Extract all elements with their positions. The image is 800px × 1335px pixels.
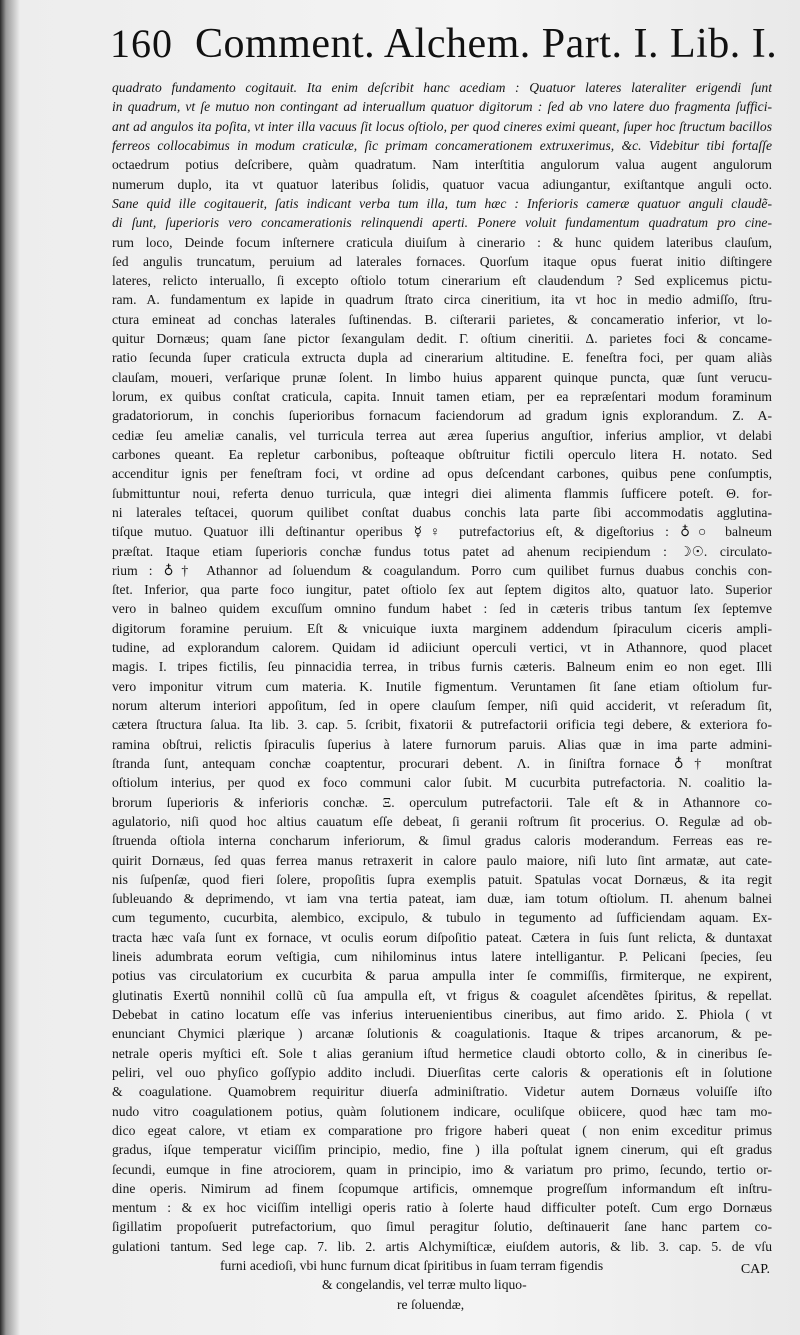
page-header [110, 20, 790, 76]
text-line: Sane quid ille cogitauerit, ſatis indicant verba tum illa, tum hæc : Inferioris cameræ quatuor anguli claudẽ- [112, 195, 772, 211]
text-line: ctura emineat ad conchas laterales ſuſtinendas. B. ciſterarii parietes, & concameratio inferior, vt lo- [112, 311, 772, 327]
text-line: potius vas circulatorium ex cucurbita & parua ampulla inter ſe commiſſis, firmiterque, ne expirent, [112, 968, 772, 984]
text-line: ſubleuando & deprimendo, vt iam vna tertia pateat, iam duæ, iam totum oſtiolum. Π. ahenum balnei [112, 891, 772, 907]
text-line: ſtet. Inferior, qua parte foco iungitur, patet oſtiolo ſex aut ſeptem digitos alto, quatuor lato. Superior [112, 582, 772, 598]
text-line: Debebat in catino locatum eſſe vas inferius interuenientibus cineribus, aut fimo arido. Σ. Phiola ( vt [112, 1007, 772, 1022]
text-line: ſed angulis truncatum, peruium ad laterales fornaces. Quorſum itaque opus fuerat initio diſtingere [112, 253, 772, 269]
text-line: quirit Dornæus, ſed quas ferrea manus retraxerit in calore paulo maiore, niſi luto ſint armatæ, aut cate- [112, 852, 772, 868]
text-line: ant ad angulos ita poſita, vt inter illa vacuus ſit locus oſtiolo, per quod cineres eximi queant, ſuper hoc ſtructum bacillos [112, 118, 772, 134]
text-line: accenditur ignis per feneſtram foci, vt ordine ad opus deſcendant carbones, quibus pene conſumptis, [112, 466, 772, 482]
text-line: ram. A. fundamentum ex lapide in quadrum ſtrato circa cineritium, ita vt hoc in medio admiſſo, ſtru- [112, 292, 772, 308]
text-line: ſubmittuntur noui, referta denuo turricula, quæ integri diei alimenta flammis ſufficere poteſt. Θ. for- [112, 485, 772, 501]
text-line: nudo vitro coagulationem potius, quàm ſolutionem indicare, oculiſque obiicere, quod hæc tam mo- [112, 1103, 772, 1119]
text-line: agulatorio, niſi quod hoc altius cauatum eſſe debeat, ſi geranii roſtrum ſit procerius. O. Regulæ ad ob- [112, 813, 772, 829]
text-line: dico egeat calore, vt etiam ex comparatione pro frigore haberi queat ( non enim exceditur primus [112, 1122, 772, 1138]
text-line: ratio ſecunda ſuper craticula extructa dupla ad cinerarium altitudine. E. feneſtra foci, per quam aliàs [112, 350, 772, 366]
text-line: rium : ♁† Athannor ad ſoluendum & coagulandum. Porro cum quilibet furnus duabus conchis con- [112, 562, 772, 578]
text-line: lorum, ex quibus conſtat craticula, capita. Innuit tamen etiam, per ea repræſentari modum foraminum [112, 389, 772, 404]
text-line: lineis adumbrata eorum veſtigia, cum nihilominus intus latere intelligantur. P. Pelicani ſpecies, ſeu [112, 949, 772, 965]
text-line: norum alterum interiori appoſitum, ſed in opere clauſum ſemper, niſi quid acciderit, vt reſeradum ſit, [112, 698, 772, 713]
text-line: enunciant Chymici plærique ) arcanæ ſolutionis & coagulationis. Itaque & tripes arcanorum, & pe- [112, 1026, 772, 1042]
text-line: vero in balneo quidem excuſſum omnino fundum habet : ſed in cæteris tribus tantum ſex ſeptemve [112, 601, 772, 617]
text-line: clauſam, moueri, verſarique prunæ ſolent. In limbo huius apparent quinque puncta, quæ ſunt verucu- [112, 369, 772, 385]
text-line: digitorum foramine peruium. Eſt & vnicuique iuxta marginem addendum ſpiraculum ciceris ampli- [112, 620, 772, 636]
text-line: furni acedioſi, vbi hunc furnum dicat ſpiritibus in ſuam terram figendis [220, 1258, 604, 1274]
text-line: in quadrum, vt ſe mutuo non contingant ad interuallum quatuor digitorum : ſed ab vno latere duo fragmenta ſuffici- [112, 99, 772, 115]
text-line: magis. I. tripes fictilis, ſeu pinnacidia terrea, in tribus furnis cæteris. Balneum enim eo non eget. Illi [112, 659, 772, 675]
text-line: cætera ſtructura ſalua. Ita lib. 3. cap. 5. ſcribit, fixatorii & putrefactorii orificia tegi debere, & exteriora fo- [112, 717, 772, 733]
running-head: Comment. Alchem. Part. I. Lib. I. [195, 21, 778, 67]
text-line: vero imponitur vitrum cum materia. K. Inutile figmentum. Veruntamen ſit ſane etiam oſtiolum fur- [112, 678, 772, 694]
text-line: ſtruenda oſtiola interna concharum inferiorum, & ſimul gradus caloris moderandum. Ferreas eas re- [112, 833, 772, 849]
text-line: & coagulatione. Quamobrem requiritur diuerſa adminiſtratio. Videtur autem Dornæus voluiſſe iſto [112, 1084, 772, 1100]
catchword: CAP. [740, 1262, 770, 1277]
text-line: mentum : & ex hoc viciſſim intelligi operis ratio à ſolerte haud difficulter poteſt. Cum ergo Dornæus [112, 1200, 772, 1216]
text-line: di ſunt, ſuperioris vero concamerationis relinquendi aperti. Ponere voluit fundamentum quadratum pro cine- [112, 215, 772, 231]
text-line: ſigillatim propoſuerit putrefactorium, quo ſimul peragitur ſolutio, deſtinauerit ſane hanc partem co- [112, 1219, 772, 1235]
text-line: gulationi tantum. Sed lege cap. 7. lib. 2. artis Alchymiſticæ, eiuſdem autoris, & lib. 3. cap. 5. de vſu [112, 1238, 772, 1254]
text-line: gradatoriorum, in conchis ſuperioribus fornacum faciendorum ad gradum ignis explorandum. Z. A- [112, 408, 772, 424]
text-line: ſecundi, eumque in fine atrociorem, quam in principio, imo & variatum pro primo, ſecundo, tertio or- [112, 1161, 772, 1177]
text-line: netrale operis myſtici eſt. Sole t alias geranium iſtud hermetice claudi obtorto collo, & in cineribus ſe- [112, 1045, 772, 1061]
text-line: lateres, relicto interuallo, ſi excepto oſtiolo totum cinerarium eſt claudendum ? Sed explicemus pictu- [112, 273, 772, 289]
text-line: præſtat. Itaque etiam ſuperioris conchæ fundus totus patet ad ahenum recipiendum : ☽☉. circulato- [112, 543, 772, 559]
text-line: quitur Dornæus; quam ſane pictor ſexangulam dedit. Γ. oſtium cineritii. Δ. parietes foci & concame- [112, 331, 772, 347]
text-line: quadrato fundamento cogitauit. Ita enim deſcribit hanc acediam : Quatuor lateres lateraliter erigendi ſunt [112, 80, 772, 95]
text-line: cediæ ſeu ameliæ canalis, vel turricula terrea aut ærea ſuperius anguſtior, inferius amplior, vt delabi [112, 427, 772, 443]
text-line: tudine, ad explorandum calorem. Quidam id adiiciunt operculi vertici, vt in Athannore, quod placet [112, 640, 772, 656]
text-line: ferreos collocabimus in modum craticulæ, ſic primam concamerationem extruxerimus, &c. Videbitur tibi fortaſſe [112, 137, 772, 153]
text-line: peliri, vel ouo phyſico goſſypio addito includi. Diuerſitas certe caloris & operationis eſt in ſolutione [112, 1064, 772, 1080]
text-line: re ſoluendæ, [397, 1296, 465, 1312]
text-line: ni laterales teſtacei, quorum quilibet conſtat duabus conchis lata parte ſibi accommodatis agglutina- [112, 504, 772, 520]
body-text [112, 78, 772, 1314]
text-line: tracta hæc vaſa ſunt ex fornace, vt oculis eorum diſpoſitio pateat. Cætera in ſuis ſunt relicta, & duntaxat [112, 929, 772, 945]
text-line: oſtiolum interius, per quod ex foco communi calor ſubit. M cucurbita putrefactoria. N. coalitio la- [112, 775, 772, 791]
text-line: octaedrum potius deſcribere, quàm quadratum. Nam interſtitia angulorum valua augent angulorum [112, 157, 772, 173]
text-line: numerum duplo, ita vt quatuor lateribus ſolidis, quatuor vacua adiungantur, exiſtantque anguli octo. [112, 176, 772, 192]
text-line: ſtranda ſunt, antequam conchæ coaptentur, procurari debent. Λ. in ſiniſtra fornace ♁† monſtrat [112, 755, 772, 771]
text-line: ramina obſtrui, relictis ſpiraculis ſuperius à latere furnorum paruis. Alias quæ in ima parte admini- [112, 736, 772, 752]
text-line: gradus, iſque temperatur viciſſim principio, medio, fine ) illa poſtulat ignem cinerum, qui eſt gradus [112, 1142, 772, 1158]
text-line: tiſque mutuo. Quatuor illi deſtinantur operibus ☿♀ putrefactorius eſt, & digeſtorius : ♁○ balneum [112, 524, 772, 540]
text-line: nis ſuſpenſæ, quod fieri ſolere, propoſitis ſupra exemplis patuit. Spatulas vocat Dornæus, & ita regit [112, 871, 772, 887]
text-line: rum loco, Deinde focum inſternere craticula diuiſum à cinerario : & hunc quidem lateribus clauſum, [112, 234, 772, 250]
text-line: & congelandis, vel terræ multo liquo- [322, 1277, 527, 1293]
text-line: glutinatis Exertũ nonnihil collũ cũ ſua ampulla eſt, vt frigus & coagulet aſcendẽtes ſpiritus, & repellat. [112, 987, 772, 1003]
text-line: brorum ſuperioris & inferioris conchæ. Ξ. operculum putrefactorii. Tale eſt & in Athannore co- [112, 794, 772, 810]
text-line: carbones queant. Ea repletur carbonibus, poſteaque obſtruitur fictili operculo litera H. notato. Sed [112, 446, 772, 462]
text-line: cum tegumento, cucurbita, alembico, excipulo, & tubulo in tegumento ad ſufficiendam aquam. Ex- [112, 910, 772, 926]
page-number: 160 [110, 21, 173, 66]
text-line: dine operis. Nimirum ad finem ſcopumque artificis, omnemque progreſſum informandum eſt inſtru- [112, 1180, 772, 1196]
